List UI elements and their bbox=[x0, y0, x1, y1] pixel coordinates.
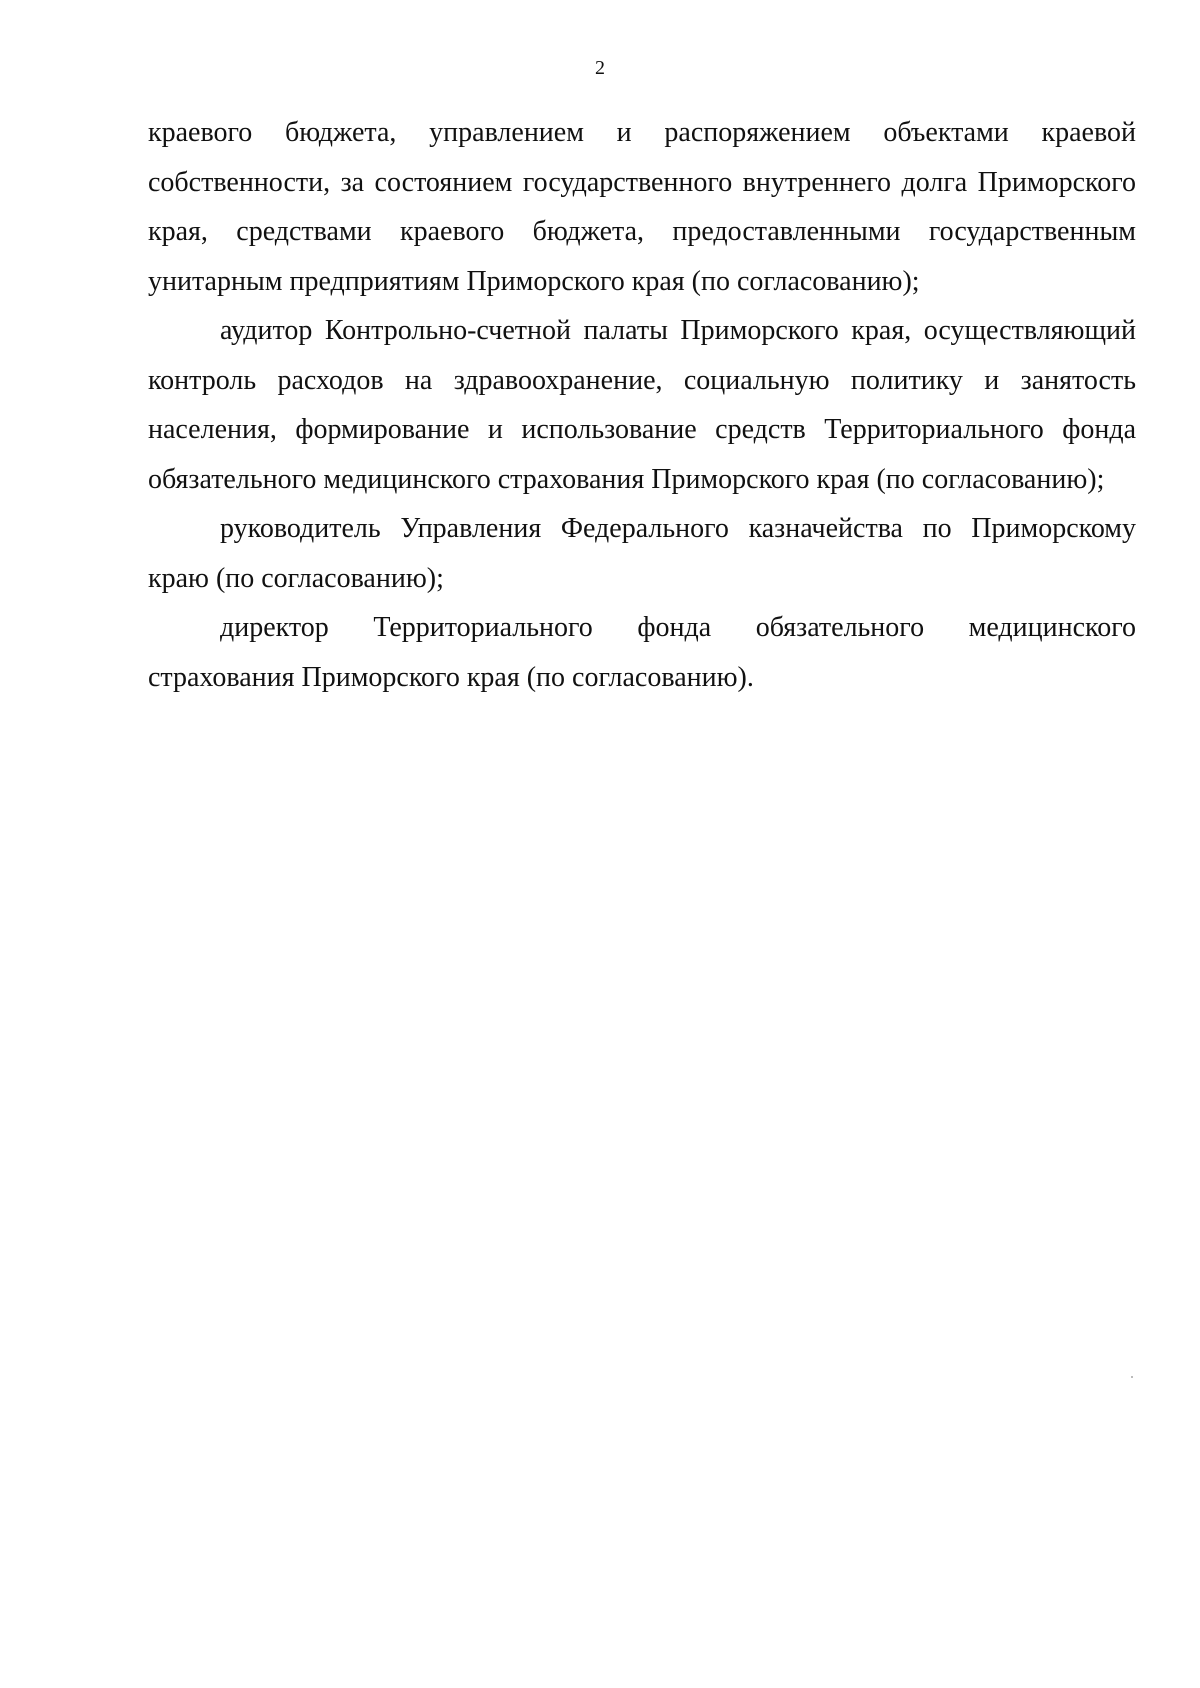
paragraph-auditor: аудитор Контрольно-счетной палаты Приморского края, осуществляющий контроль расходов на здравоохранение, социальную политику и занятость населения, формирование и использование средств Территориального фонда обязательного медицинского страхования Приморского края (по согласованию); bbox=[148, 315, 1136, 495]
paragraph-treasury-head: руководитель Управления Федерального казначейства по Приморскому краю (по согласованию); bbox=[148, 513, 1136, 594]
page-number: 2 bbox=[595, 57, 605, 79]
document-body bbox=[148, 108, 1136, 702]
scan-speck bbox=[1131, 1376, 1133, 1378]
paragraph-fund-director: директор Территориального фонда обязательного медицинского страхования Приморского края (по согласованию). bbox=[148, 612, 1136, 693]
paragraph-continuation: краевого бюджета, управлением и распоряжением объектами краевой собственности, за состоянием государственного внутреннего долга Приморского края, средствами краевого бюджета, предоставленными государственным унитарным предприятиям Приморского края (по согласованию); bbox=[148, 117, 1136, 297]
